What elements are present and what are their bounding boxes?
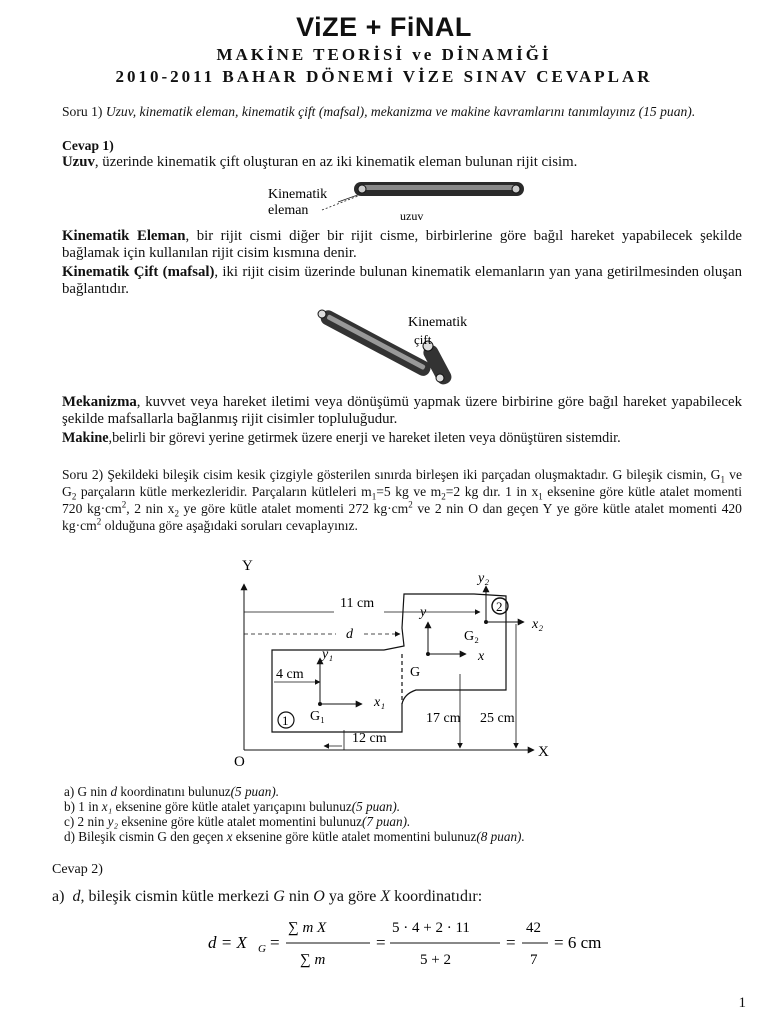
- term-kinematik-cift: Kinematik Çift (mafsal): [62, 264, 215, 280]
- x-axis-label: X: [538, 744, 549, 760]
- term-uzuv: Uzuv: [62, 154, 95, 170]
- part-1-label: 1: [282, 713, 289, 728]
- svg-text:=: =: [270, 933, 280, 952]
- fig2-label-cift: çift: [414, 332, 432, 347]
- dim-17cm: 17 cm: [426, 711, 461, 726]
- svg-text:=: =: [376, 933, 386, 952]
- question-1-label: Soru 1): [62, 104, 103, 119]
- page-number: 1: [738, 995, 746, 1011]
- part-2-label: 2: [496, 599, 503, 614]
- fig1-label-kinematik: Kinematik: [268, 187, 328, 202]
- def-mekanizma-text: , kuvvet veya hareket iletimi veya dönüşümü yapmak üzere birbirine göre bağıl hareket yapabilecek şekilde mafsallarla bağlanmış rijit cisimler topluluğudur.: [62, 394, 742, 427]
- joint-figure: [300, 298, 500, 394]
- fig1-label-eleman: eleman: [268, 203, 309, 218]
- dim-25cm: 25 cm: [480, 711, 515, 726]
- formula-num3: 42: [526, 920, 541, 936]
- formula-den: ∑ m: [300, 952, 326, 968]
- composite-body-diagram: [224, 554, 584, 774]
- formula-den3: 7: [530, 952, 538, 968]
- def-mekanizma: [62, 394, 742, 428]
- question-1: [62, 104, 742, 120]
- x2-label: x₂: [532, 617, 544, 632]
- fig2-label-kinematik: Kinematik: [408, 315, 468, 330]
- answer-2-label: Cevap 2): [52, 862, 103, 877]
- question-2-items: [64, 784, 525, 844]
- def-makine: [62, 430, 742, 446]
- x-label: x: [478, 649, 485, 664]
- question-1-text: Uzuv, kinematik eleman, kinematik çift (mafsal), mekanizma ve makine kavramlarını tanımlayınız (15 puan).: [105, 104, 696, 119]
- formula-num: ∑ m X: [288, 920, 327, 936]
- formula-num2: 5 · 4 + 2 · 11: [392, 920, 470, 936]
- course-title: MAKİNE TEORİSİ ve DİNAMİĞİ: [216, 45, 552, 64]
- formula-den2: 5 + 2: [420, 952, 451, 968]
- formula-result: = 6 cm: [554, 933, 602, 952]
- dim-4cm: 4 cm: [276, 667, 304, 682]
- term-kinematik-eleman: Kinematik Eleman: [62, 228, 186, 244]
- y1-label: y₁: [322, 647, 334, 662]
- y-label: y: [420, 605, 427, 620]
- dim-11cm: 11 cm: [340, 596, 375, 611]
- link-figure: [262, 172, 542, 226]
- x1-label: x₁: [374, 695, 386, 710]
- term-mekanizma: Mekanizma: [62, 394, 137, 410]
- g-label: G: [410, 665, 421, 680]
- page-banner-title: ViZE + FiNAL: [296, 12, 472, 42]
- def-kinematik-eleman: [62, 228, 742, 262]
- dim-d: d: [346, 627, 353, 642]
- question-2-item-d: d) Bileşik cismin G den geçen x eksenine göre kütle atalet momentini bulunuz(8 puan).: [64, 829, 525, 844]
- dim-12cm: 12 cm: [352, 731, 387, 746]
- g2-label: G₂: [464, 629, 479, 644]
- g1-label: G₁: [310, 709, 325, 724]
- term-makine: Makine: [62, 430, 109, 446]
- y2-label: y₂: [478, 571, 490, 586]
- question-2-item-b: b) 1 in x₁ eksenine göre kütle atalet yarıçapını bulunuz(5 puan).: [64, 799, 401, 814]
- def-kinematik-cift-text: , iki rijit cisim üzerinde bulunan kinematik elemanların yan yana getirilmesinden oluşan bağlantıdır.: [62, 264, 742, 297]
- svg-text:G: G: [258, 943, 266, 955]
- body-outline: [272, 594, 506, 732]
- def-uzuv-text: , üzerinde kinematik çift oluşturan en az iki kinematik eleman bulunan rijit cisim.: [94, 154, 578, 170]
- answer-1-label: Cevap 1): [62, 138, 114, 153]
- def-kinematik-cift: [62, 264, 742, 298]
- origin-label: O: [234, 754, 245, 770]
- question-2-item-a: a) G nin d koordinatını bulunuz(5 puan).: [64, 784, 280, 799]
- question-2-item-c: c) 2 nin y₂ eksenine göre kütle atalet momentini bulunuz(7 puan).: [64, 814, 411, 829]
- question-2-label: Soru 2): [62, 467, 104, 482]
- def-uzuv: [62, 154, 742, 171]
- svg-text:=: =: [506, 933, 516, 952]
- exam-title: 2010-2011 BAHAR DÖNEMİ VİZE SINAV CEVAPLAR: [115, 67, 653, 86]
- formula-lhs: d = X: [208, 933, 247, 952]
- y-axis-label: Y: [242, 558, 253, 574]
- answer-2a-text: a) d, bileşik cismin kütle merkezi G nin O ya göre X koordinatıdır:: [52, 888, 483, 905]
- formula-d: [200, 912, 640, 976]
- question-2: Soru 2) Şekildeki bileşik cisim kesik çizgiyle gösterilen sınırda birleşen iki parçadan oluşmaktadır. G bileşik cismin, $G_1$ ve $G_2$ parçaların kütle merkezleridir. Parçaların kütleleri $m_1=5$ kg ve $m_2=2$ kg dır. 1 in $x_1$ eksenine göre kütle atalet momenti 720 $kg\cdot cm^2$, 2 nin $x_2$ ye göre kütle atalet momenti 272 $kg\cdot cm^2$ ve 2 nin O dan geçen Y ye göre kütle atalet momenti 420 $kg\cdot cm^2$ olduğuna göre aşağıdaki soruları cevaplayınız.: [62, 467, 743, 533]
- def-kinematik-eleman-text: , bir rijit cismi diğer bir rijit cisme, birbirlerine göre bağıl hareket yapabilecek şekilde bağlamak için kullanılan rijit cisim kısmına denir.: [62, 228, 742, 261]
- fig1-label-uzuv: uzuv: [400, 209, 424, 223]
- def-makine-text: ,belirli bir görevi yerine getirmek üzere enerji ve hareket ileten veya dönüştüren sistemdir.: [108, 430, 621, 446]
